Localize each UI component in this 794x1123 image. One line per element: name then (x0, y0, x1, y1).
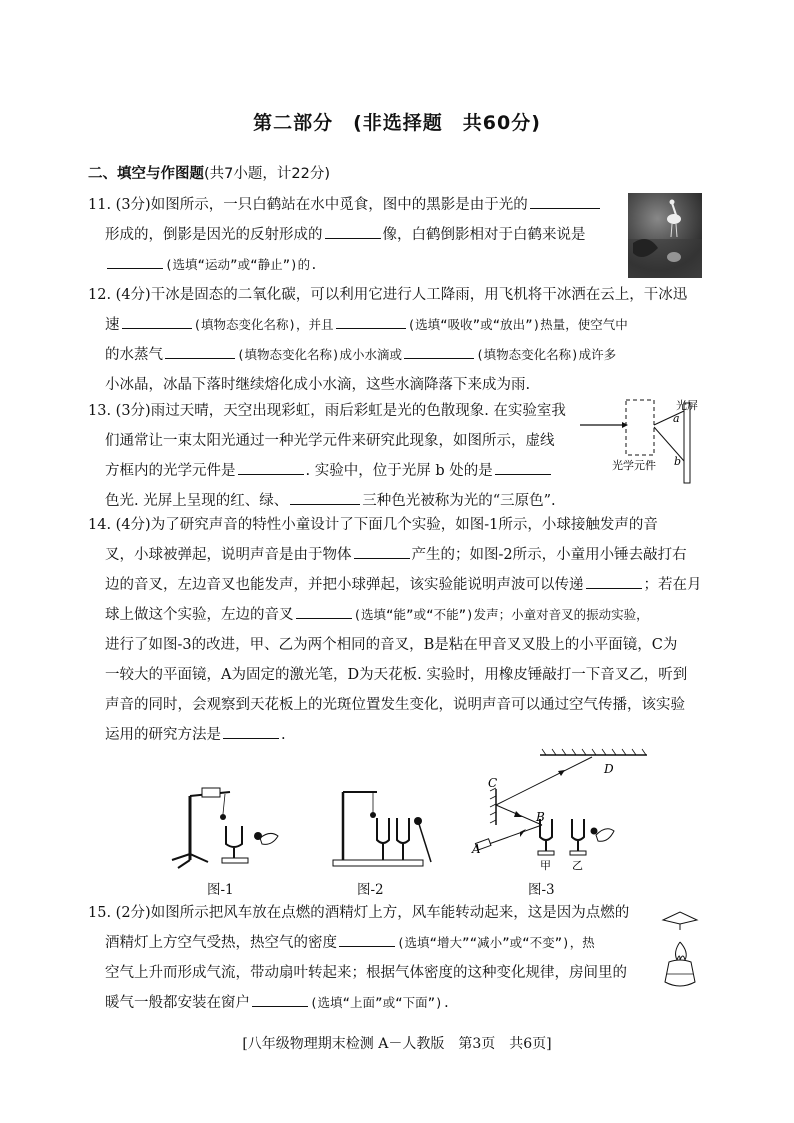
label-yi: 乙 (572, 859, 583, 872)
q15-line3: 空气上升而形成气流，带动扇叶转起来；根据气体密度的这种变化规律，房间里的 (105, 965, 627, 981)
q13-line1: 13. (3分)雨过天晴，天空出现彩虹，雨后彩虹是光的色散现象. 在实验室我 (88, 403, 566, 419)
answer-blank[interactable] (122, 312, 192, 329)
q14-line8b: . (281, 727, 286, 743)
flame-icon (676, 942, 687, 960)
q11-line2b: 像，白鹤倒影相对于白鹤来说是 (382, 227, 586, 243)
q14-line2b: 产生的；如图-2所示，小童用小锤去敲打右 (411, 547, 687, 563)
figure-2-caption: 图-2 (357, 882, 384, 898)
answer-blank[interactable] (296, 602, 352, 619)
q14-line3a: 边的音叉，左边音叉也能发声，并把小球弹起，该实验能说明声波可以传递 (105, 577, 584, 593)
q13-line3a: 方框内的光学元件是 (105, 463, 236, 479)
q12-line1: 12. (4分)干冰是固态的二氧化碳，可以利用它进行人工降雨，用飞机将干冰洒在云上，干冰迅 (88, 287, 688, 303)
label-a: A (472, 842, 481, 856)
mallet-icon (591, 828, 598, 835)
section-heading-text: 二、填空与作图题 (88, 166, 204, 182)
arrow-icon (622, 422, 628, 428)
question-15 (88, 898, 629, 1018)
q12-line2c: (选填“吸收”或“放出”)热量，使空气中 (407, 317, 628, 332)
pinwheel-lamp-diagram (655, 902, 705, 997)
tuning-fork-yi-icon (572, 819, 584, 840)
q13-line4b: 三种色光被称为光的“三原色”. (362, 493, 556, 509)
section-heading-sub: (共7小题，计22分) (204, 166, 330, 182)
tuning-fork-right-icon (397, 818, 409, 843)
q12-line2a: 速 (105, 317, 120, 333)
q13-line2: 们通常让一束太阳光通过一种光学元件来研究此现象，如图所示，虚线 (105, 433, 555, 449)
q11-line2a: 形成的，倒影是因光的反射形成的 (105, 227, 323, 243)
answer-blank[interactable] (107, 252, 163, 269)
q12-line3b: (填物态变化名称)成小水滴或 (237, 347, 403, 362)
arrow-icon (514, 811, 522, 817)
page-title: 第二部分 (非选择题 共60分) (253, 112, 541, 134)
ceiling-hatch (542, 749, 646, 755)
q11-line3: (选填“运动”或“静止”)的. (165, 257, 318, 272)
base-board (333, 860, 423, 866)
page-footer: [八年级物理期末检测 A－人教版 第3页 共6页] (242, 1036, 552, 1052)
label-a: a (673, 412, 680, 425)
answer-blank[interactable] (165, 342, 235, 359)
answer-blank[interactable] (325, 222, 381, 239)
q14-line4a: 球上做这个实验，左边的音叉 (105, 607, 294, 623)
fork-base (222, 858, 248, 863)
q14-line6: 一较大的平面镜，A为固定的激光笔，D为天花板. 实验时，用橡皮锤敲打一下音叉乙，听到 (105, 667, 688, 683)
alcohol-lamp-icon (665, 960, 695, 986)
q14-line7: 声音的同时，会观察到天花板上的光斑位置发生变化，说明声音可以通过空气传播，该实验 (105, 697, 685, 713)
tuning-fork-icon (226, 826, 242, 847)
section-heading (88, 162, 330, 183)
label-c: C (488, 776, 498, 790)
arrow-icon (520, 829, 526, 837)
answer-blank[interactable] (339, 930, 395, 947)
figure-2-diagram (325, 778, 450, 878)
q14-line8a: 运用的研究方法是 (105, 727, 221, 743)
mallet-icon (254, 832, 262, 840)
q15-line4a: 暖气一般都安装在窗户 (105, 995, 250, 1011)
ball-icon (220, 814, 226, 820)
clamp (202, 788, 220, 797)
answer-blank[interactable] (495, 458, 551, 475)
q11-line1: 11. (3分)如图所示，一只白鹤站在水中觅食，图中的黑影是由于光的 (88, 197, 528, 213)
q15-line2b: (选填“增大”“减小”或“不变”)，热 (397, 935, 595, 950)
q15-line1: 15. (2分)如图所示把风车放在点燃的酒精灯上方，风车能转动起来，这是因为点燃的 (88, 905, 630, 921)
q13-line4a: 色光. 光屏上呈现的红、绿、 (105, 493, 289, 509)
answer-blank[interactable] (290, 488, 360, 505)
q15-line2a: 酒精灯上方空气受热，热空气的密度 (105, 935, 337, 951)
answer-blank[interactable] (354, 542, 410, 559)
mirror-hatch (490, 788, 496, 823)
crane-icon (628, 193, 702, 278)
question-13 (88, 396, 566, 516)
laser-ray (486, 825, 542, 845)
q14-line2a: 叉，小球被弹起，说明声音是由于物体 (105, 547, 352, 563)
string (223, 794, 225, 814)
ball-icon (370, 812, 376, 818)
answer-blank[interactable] (586, 572, 642, 589)
figure-3-caption: 图-3 (528, 882, 555, 898)
label-b: b (674, 455, 682, 468)
q14-line5: 进行了如图-3的改进，甲、乙为两个相同的音叉，B是粘在甲音叉叉股上的小平面镜，C为 (105, 637, 678, 653)
figure-1-diagram (160, 778, 290, 878)
optical-element-box (626, 400, 654, 455)
q12-line2b: (填物态变化名称)，并且 (193, 317, 334, 332)
crane-photo (628, 193, 702, 278)
q12-line4: 小冰晶，冰晶下落时继续熔化成小水滴，这些水滴降落下来成为雨. (105, 377, 531, 393)
question-12 (88, 280, 687, 400)
q14-line4b: (选填“能”或“不能”)发声；小童对音叉的振动实验， (353, 607, 649, 622)
figure-3-diagram (462, 745, 652, 877)
mallet-icon (414, 817, 422, 825)
q12-line3a: 的水蒸气 (105, 347, 163, 363)
answer-blank[interactable] (530, 192, 600, 209)
answer-blank[interactable] (404, 342, 474, 359)
label-d: D (604, 762, 614, 776)
hand-icon (260, 833, 278, 844)
hand-icon (596, 829, 614, 842)
prism-diagram (580, 395, 700, 487)
q15-line4b: (选填“上面”或“下面”). (310, 995, 451, 1010)
mallet-handle (419, 824, 431, 862)
label-screen: 光屏 (676, 399, 698, 412)
label-b: B (536, 810, 545, 824)
figure-1-caption: 图-1 (207, 882, 234, 898)
tuning-fork-left-icon (377, 818, 389, 843)
answer-blank[interactable] (238, 458, 304, 475)
q14-line3b: ；若在月 (643, 577, 702, 593)
q14-line1: 14. (4分)为了研究声音的特性小童设计了下面几个实验，如图-1所示，小球接触发声的音 (88, 517, 658, 533)
reflected-ray (496, 757, 592, 805)
q12-line3c: (填物态变化名称)成许多 (476, 347, 617, 362)
answer-blank[interactable] (223, 722, 279, 739)
label-jia: 甲 (540, 859, 551, 872)
answer-blank[interactable] (252, 990, 308, 1007)
answer-blank[interactable] (336, 312, 406, 329)
light-screen (684, 403, 690, 483)
question-11 (88, 190, 602, 280)
label-optical-element: 光学元件 (612, 459, 656, 472)
q13-line3b: . 实验中，位于光屏 b 处的是 (305, 463, 493, 479)
question-14 (88, 510, 702, 750)
pinwheel-icon (663, 912, 697, 924)
